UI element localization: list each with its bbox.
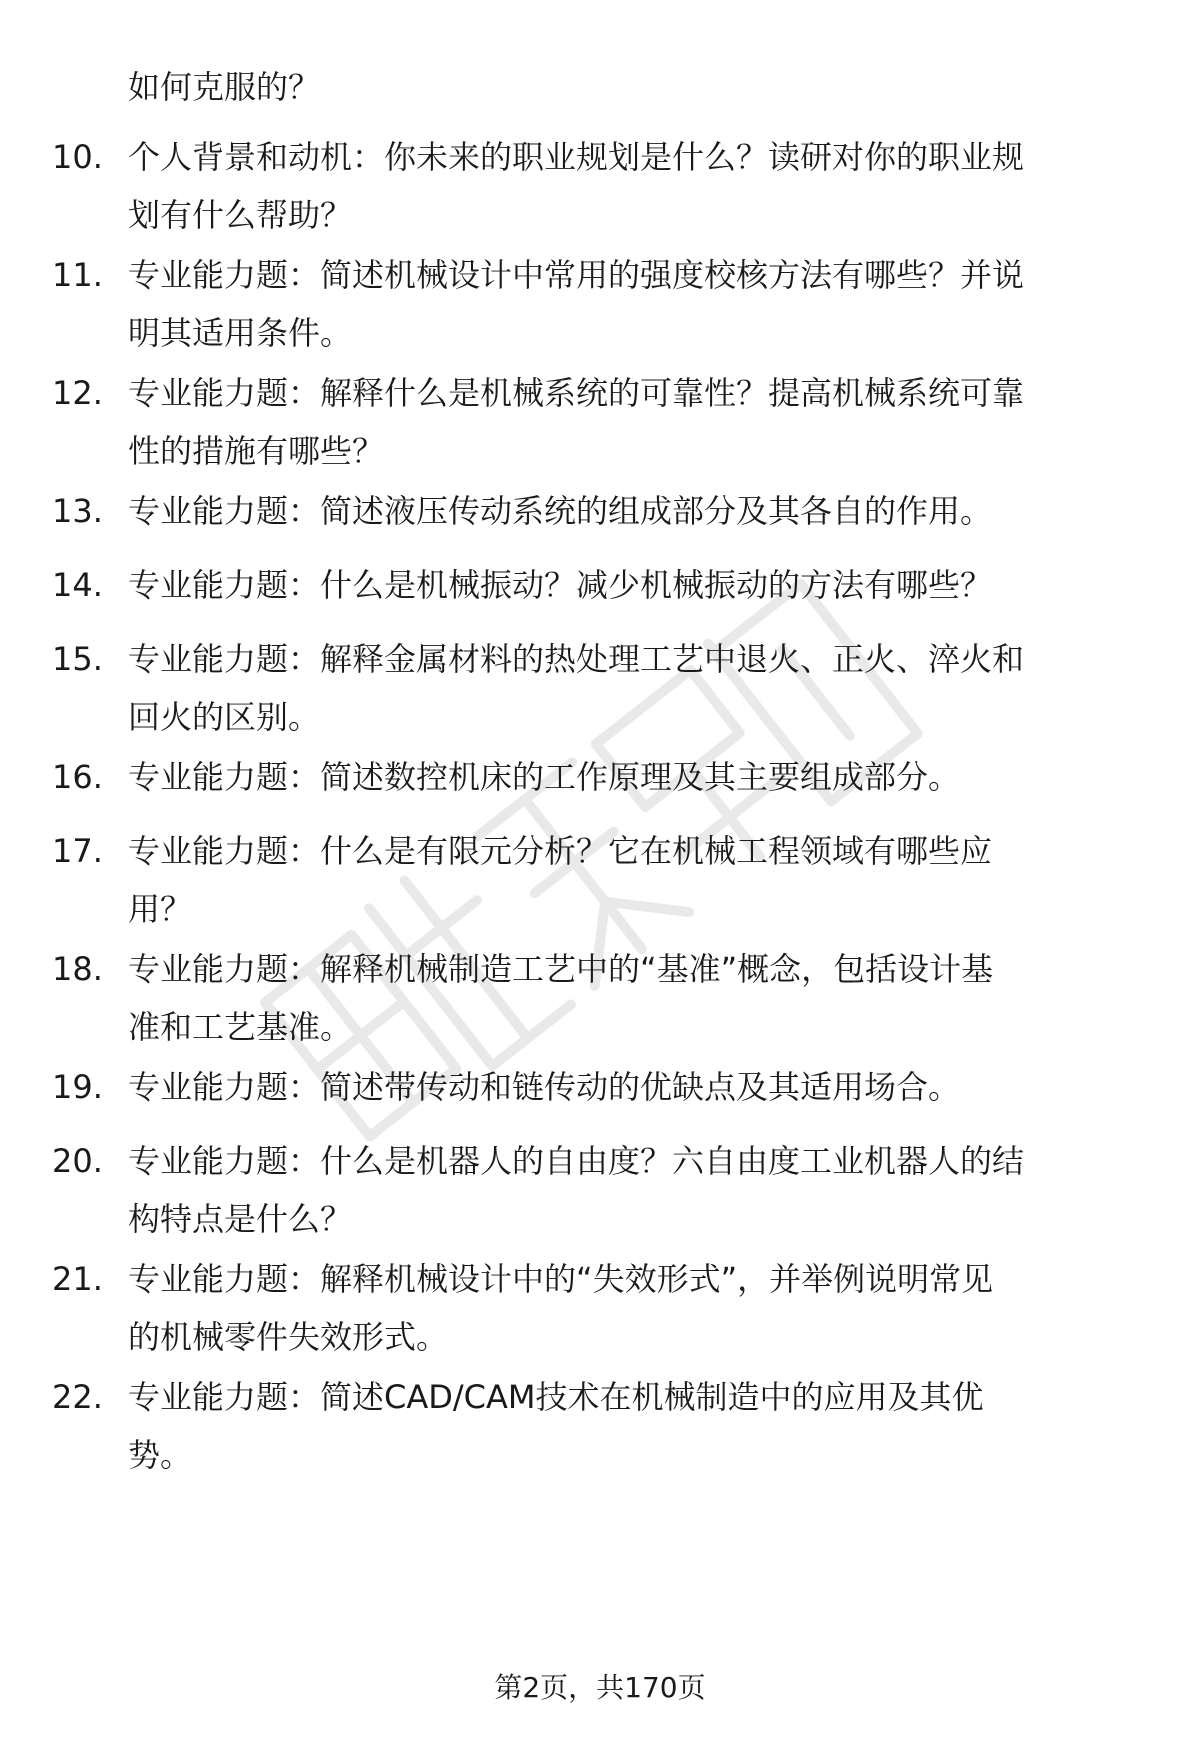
question-text-line: 回火的区别。 <box>128 698 321 736</box>
question-text-line: 划有什么帮助？ <box>128 196 353 234</box>
question-text <box>128 940 1138 1056</box>
question-text-line: 专业能力题：简述CAD/CAM技术在机械制造中的应用及其优 <box>128 1378 984 1416</box>
question-text <box>128 822 1138 938</box>
question-text-line: 势。 <box>128 1436 193 1474</box>
question-number: 12. <box>52 374 103 412</box>
question-number: 19. <box>52 1068 103 1106</box>
question-text <box>128 748 1138 806</box>
question-text <box>128 1368 1138 1484</box>
question-text <box>128 1132 1138 1248</box>
question-number: 21. <box>52 1260 103 1298</box>
question-number: 22. <box>52 1378 103 1416</box>
question-text-line: 专业能力题：什么是机械振动？减少机械振动的方法有哪些？ <box>128 566 993 604</box>
question-text-line: 专业能力题：什么是有限元分析？它在机械工程领域有哪些应 <box>128 832 993 870</box>
question-number: 17. <box>52 832 103 870</box>
question-number: 14. <box>52 566 103 604</box>
question-text <box>128 246 1138 362</box>
question-text-line: 专业能力题：解释机械设计中的“失效形式”，并举例说明常见 <box>128 1260 994 1298</box>
question-text-line: 用？ <box>128 890 193 928</box>
question-number: 15. <box>52 640 103 678</box>
question-text-line: 专业能力题：简述数控机床的工作原理及其主要组成部分。 <box>128 758 961 796</box>
question-number: 18. <box>52 950 103 988</box>
question-text <box>128 556 1138 614</box>
question-text <box>128 482 1138 540</box>
page-footer: 第2页，共170页 <box>494 1671 706 1704</box>
question-number: 16. <box>52 758 103 796</box>
question-text-line: 个人背景和动机：你未来的职业规划是什么？读研对你的职业规 <box>128 138 1025 176</box>
question-text <box>128 630 1138 746</box>
question-number: 13. <box>52 492 103 530</box>
question-text <box>128 364 1138 480</box>
question-text <box>128 1250 1138 1366</box>
question-text-line: 专业能力题：简述带传动和链传动的优缺点及其适用场合。 <box>128 1068 961 1106</box>
question-text-line: 性的措施有哪些？ <box>128 432 385 470</box>
question-number: 10. <box>52 138 103 176</box>
question-number: 20. <box>52 1142 103 1180</box>
question-text-line: 构特点是什么？ <box>128 1200 353 1238</box>
question-text-line: 专业能力题：解释什么是机械系统的可靠性？提高机械系统可靠 <box>128 374 1025 412</box>
question-text-line: 专业能力题：简述机械设计中常用的强度校核方法有哪些？并说 <box>128 256 1025 294</box>
question-text <box>128 128 1138 244</box>
question-text-line: 专业能力题：简述液压传动系统的组成部分及其各自的作用。 <box>128 492 993 530</box>
question-text-line: 专业能力题：什么是机器人的自由度？六自由度工业机器人的结 <box>128 1142 1025 1180</box>
question-number: 11. <box>52 256 103 294</box>
continued-question-text: 如何克服的？ <box>128 68 321 106</box>
question-text-line: 准和工艺基准。 <box>128 1008 353 1046</box>
question-text-line: 的机械零件失效形式。 <box>128 1318 449 1356</box>
question-text <box>128 1058 1138 1116</box>
question-text-line: 专业能力题：解释机械制造工艺中的“基准”概念，包括设计基 <box>128 950 994 988</box>
question-text-line: 专业能力题：解释金属材料的热处理工艺中退火、正火、淬火和 <box>128 640 1025 678</box>
question-text-line: 明其适用条件。 <box>128 314 353 352</box>
